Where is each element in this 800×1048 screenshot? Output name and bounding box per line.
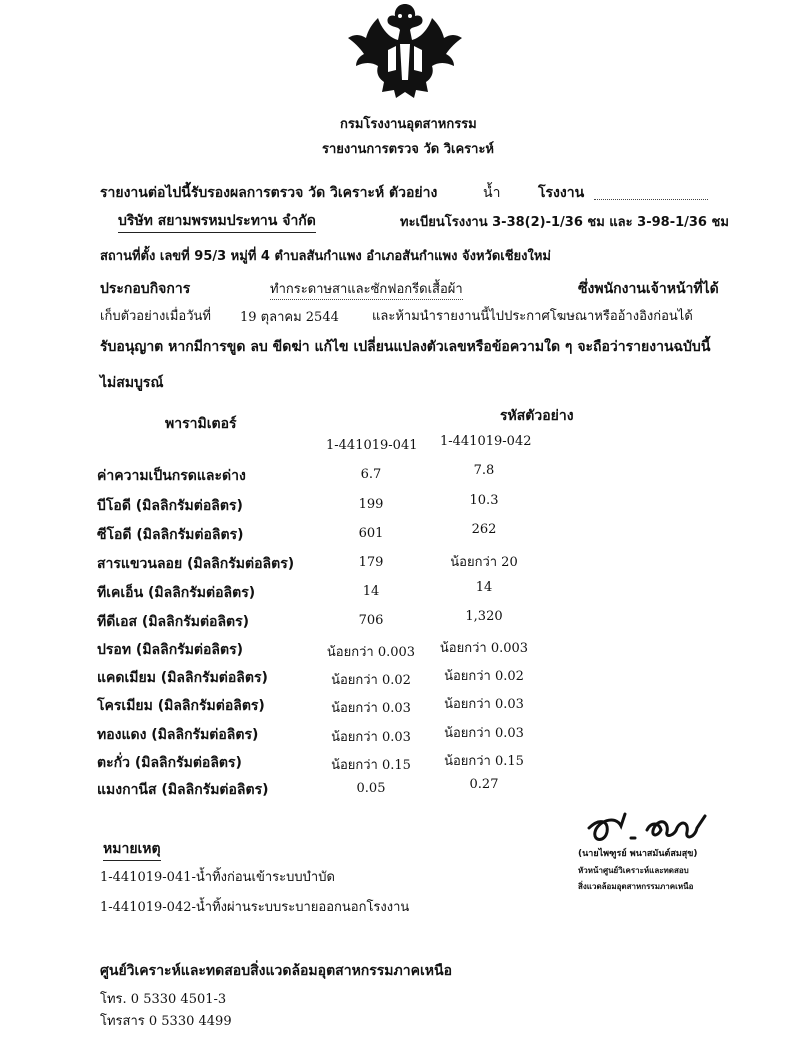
result-value-sample-2: 0.27	[469, 777, 499, 792]
sample-type: น้ำ	[483, 185, 501, 201]
parameter-name: แคดเมียม (มิลลิกรัมต่อลิตร)	[97, 670, 268, 686]
parameter-name: ซีโอดี (มิลลิกรัมต่อลิตร)	[97, 527, 244, 543]
result-value-sample-1: 706	[358, 613, 384, 628]
result-value-sample-2: น้อยกว่า 0.15	[444, 754, 524, 769]
result-value-sample-2: น้อยกว่า 0.02	[444, 669, 524, 684]
company-name: บริษัท สยามพรหมประทาน จำกัด	[118, 210, 316, 233]
result-value-sample-2: น้อยกว่า 0.03	[444, 726, 524, 741]
result-value-sample-1: 14	[362, 584, 380, 599]
parameter-name: แมงกานีส (มิลลิกรัมต่อลิตร)	[97, 782, 269, 798]
parameter-name: ตะกั่ว (มิลลิกรัมต่อลิตร)	[97, 755, 242, 771]
result-value-sample-1: น้อยกว่า 0.15	[331, 758, 411, 773]
result-value-sample-2: 7.8	[473, 463, 495, 478]
result-value-sample-1: 601	[358, 526, 384, 541]
result-value-sample-1: 6.7	[360, 467, 382, 482]
parameter-name: ทีดีเอส (มิลลิกรัมต่อลิตร)	[97, 614, 250, 630]
result-value-sample-2: 262	[471, 522, 497, 537]
factory-registration: ทะเบียนโรงงาน 3-38(2)-1/36 ชม และ 3-98-1/36 ชม	[400, 215, 729, 230]
prohibition-text: และห้ามนำรายงานนี้ไปประกาศโฆษณาหรืออ้างอิงก่อนได้	[372, 309, 693, 324]
business-label: ประกอบกิจการ	[100, 281, 191, 297]
incomplete-text: ไม่สมบูรณ์	[100, 375, 164, 391]
note-2: 1-441019-042-น้ำทิ้งผ่านระบบระบายออกนอกโรงงาน	[100, 900, 410, 915]
department-heading: กรมโรงงานอุตสาหกรรม	[340, 117, 477, 132]
result-value-sample-1: น้อยกว่า 0.03	[331, 701, 411, 716]
result-value-sample-1: น้อยกว่า 0.02	[331, 673, 411, 688]
parameter-name: ทีเคเอ็น (มิลลิกรัมต่อลิตร)	[97, 585, 256, 601]
result-value-sample-1: 179	[358, 555, 384, 570]
result-value-sample-1: น้อยกว่า 0.003	[326, 645, 416, 660]
result-value-sample-1: 0.05	[356, 781, 386, 796]
report-title: รายงานการตรวจ วัด วิเคราะห์	[322, 142, 494, 157]
collect-date: 19 ตุลาคม 2544	[240, 310, 339, 325]
parameter-name: ค่าความเป็นกรดและด่าง	[97, 468, 246, 484]
fax: โทรสาร 0 5330 4499	[100, 1014, 232, 1029]
parameter-name: ทองแดง (มิลลิกรัมต่อลิตร)	[97, 727, 259, 743]
certify-text: รายงานต่อไปนี้รับรองผลการตรวจ วัด วิเคราะห์ ตัวอย่าง	[100, 185, 438, 201]
parameter-name: บีโอดี (มิลลิกรัมต่อลิตร)	[97, 498, 243, 514]
result-value-sample-2: 14	[475, 580, 493, 595]
result-value-sample-2: 1,320	[465, 609, 503, 624]
signatory-name: (นายไพฑูรย์ พนาสมันต์สมสุข)	[578, 849, 698, 859]
result-value-sample-2: น้อยกว่า 0.003	[439, 641, 529, 656]
factory-address: สถานที่ตั้ง เลขที่ 95/3 หมู่ที่ 4 ตำบลสันกำแพง อำเภอสันกำแพง จังหวัดเชียงใหม่	[100, 249, 551, 264]
telephone: โทร. 0 5330 4501-3	[100, 992, 227, 1007]
result-value-sample-2: น้อยกว่า 20	[450, 555, 518, 570]
officer-text: ซึ่งพนักงานเจ้าหน้าที่ได้	[578, 281, 719, 297]
center-name: ศูนย์วิเคราะห์และทดสอบสิ่งแวดล้อมอุตสาหกรรมภาคเหนือ	[100, 963, 452, 979]
signatory-position: หัวหน้าศูนย์วิเคราะห์และทดสอบ	[578, 866, 689, 875]
result-value-sample-1: 199	[358, 497, 384, 512]
collect-label: เก็บตัวอย่างเมื่อวันที่	[100, 309, 211, 324]
result-value-sample-2: น้อยกว่า 0.03	[444, 697, 524, 712]
sample-code-1: 1-441019-041	[326, 438, 418, 453]
result-value-sample-2: 10.3	[469, 493, 499, 508]
sample-code-header: รหัสตัวอย่าง	[500, 408, 574, 424]
notes-heading: หมายเหตุ	[103, 838, 161, 861]
business-type: ทำกระดาษสาและซักฟอกรีดเสื้อผ้า	[270, 278, 463, 300]
sample-code-2: 1-441019-042	[440, 434, 532, 449]
parameter-name: สารแขวนลอย (มิลลิกรัมต่อลิตร)	[97, 556, 295, 572]
garuda-emblem	[338, 0, 472, 104]
factory-label: โรงงาน	[538, 185, 585, 201]
signatory-org: สิ่งแวดล้อมอุตสาหกรรมภาคเหนือ	[578, 882, 694, 891]
result-value-sample-1: น้อยกว่า 0.03	[331, 730, 411, 745]
permission-text: รับอนุญาต หากมีการขูด ลบ ขีดฆ่า แก้ไข เปลี่ยนแปลงตัวเลขหรือข้อความใด ๆ จะถือว่ารายงานฉบับนี้	[100, 339, 711, 355]
note-1: 1-441019-041-น้ำทิ้งก่อนเข้าระบบบำบัด	[100, 870, 335, 885]
parameter-name: โครเมียม (มิลลิกรัมต่อลิตร)	[97, 698, 265, 714]
dotted-line	[594, 199, 708, 200]
parameter-header: พารามิเตอร์	[165, 416, 237, 432]
parameter-name: ปรอท (มิลลิกรัมต่อลิตร)	[97, 642, 244, 658]
